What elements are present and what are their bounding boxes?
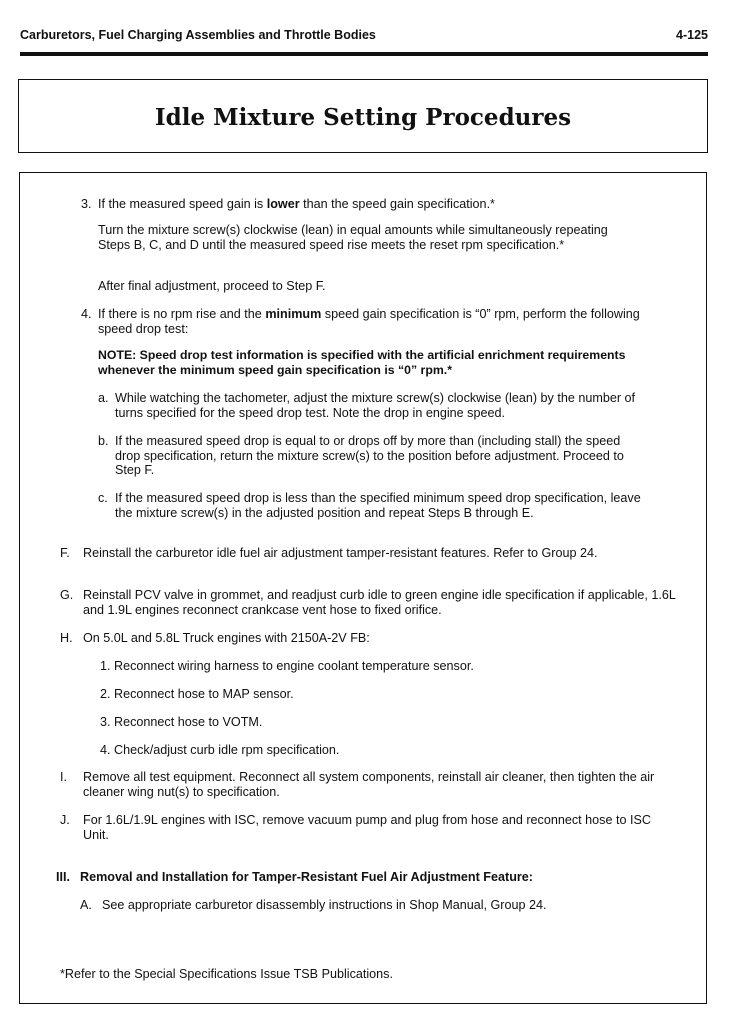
- step-h-item-1: 1. Reconnect wiring harness to engine coolant temperature sensor.: [100, 659, 474, 673]
- step-g-text: Reinstall PCV valve in grommet, and readjust curb idle to green engine idle specification if applicable, 1.6L and 1.9L engines reconnect crankcase vent hose to fixed orifice.: [83, 588, 676, 617]
- step-4-emphasis: minimum: [265, 307, 322, 321]
- step-4a-label: a.: [98, 391, 109, 405]
- page-title: Idle Mixture Setting Procedures: [154, 104, 572, 131]
- step-4-number: 4.: [81, 307, 92, 321]
- section-iii-label: III.: [56, 870, 70, 884]
- step-h-item-4: 4. Check/adjust curb idle rpm specification.: [100, 743, 340, 757]
- step-i-text: Remove all test equipment. Reconnect all system components, reinstall air cleaner, then tighten the air cleaner wing nut(s) to specification.: [83, 770, 655, 799]
- section-iii-heading: Removal and Installation for Tamper-Resistant Fuel Air Adjustment Feature:: [80, 870, 533, 884]
- step-4-text-post: speed gain specification is “0” rpm, perform the following speed drop test:: [98, 307, 640, 336]
- step-3-text-post: than the speed gain specification.*: [299, 197, 495, 211]
- step-3-text-pre: If the measured speed gain is: [98, 197, 267, 211]
- section-iii-item-a-label: A.: [80, 898, 92, 912]
- step-4b-label: b.: [98, 434, 109, 448]
- step-i-label: I.: [60, 770, 67, 784]
- step-4c-text: If the measured speed drop is less than the specified minimum speed drop specification, leave the mixture screw(s) in the adjusted position and repeat Steps B through E.: [115, 491, 641, 520]
- step-g-label: G.: [60, 588, 74, 602]
- running-header: [20, 26, 708, 56]
- step-3-paragraph-1: Turn the mixture screw(s) clockwise (lean) in equal amounts while simultaneously repeating Steps B, C, and D until the measured speed rise meets the reset rpm specification.*: [98, 223, 608, 252]
- content-box: [19, 172, 707, 1004]
- step-4a-text: While watching the tachometer, adjust the mixture screw(s) clockwise (lean) by the number of turns specified for the speed drop test. Note the drop in engine speed.: [115, 391, 636, 420]
- step-f-label: F.: [60, 546, 70, 560]
- step-3-emphasis: lower: [266, 197, 300, 211]
- step-h-text: On 5.0L and 5.8L Truck engines with 2150A-2V FB:: [83, 631, 370, 645]
- footnote: *Refer to the Special Specifications Issue TSB Publications.: [60, 967, 393, 981]
- step-h-item-3: 3. Reconnect hose to VOTM.: [100, 715, 263, 729]
- step-j-text: For 1.6L/1.9L engines with ISC, remove vacuum pump and plug from hose and reconnect hose to ISC Unit.: [83, 813, 651, 842]
- step-4-text: [98, 307, 663, 336]
- step-f-text: Reinstall the carburetor idle fuel air adjustment tamper-resistant features. Refer to Group 24.: [83, 546, 598, 560]
- step-3-number: 3.: [81, 197, 92, 211]
- step-4c-label: c.: [98, 491, 108, 505]
- section-iii-item-a-text: See appropriate carburetor disassembly instructions in Shop Manual, Group 24.: [102, 898, 547, 912]
- title-box: [18, 79, 708, 153]
- speed-drop-note: NOTE: Speed drop test information is specified with the artificial enrichment requirements whenever the minimum speed gain specification is “0” rpm.*: [98, 348, 626, 377]
- step-3-text: [98, 197, 678, 212]
- step-4-text-pre: If there is no rpm rise and the: [98, 307, 266, 321]
- section-title: Carburetors, Fuel Charging Assemblies and Throttle Bodies: [20, 28, 376, 42]
- page-number: 4-125: [676, 28, 708, 42]
- step-3-paragraph-2: After final adjustment, proceed to Step F.: [98, 279, 326, 293]
- step-h-label: H.: [60, 631, 73, 645]
- step-j-label: J.: [60, 813, 70, 827]
- step-4b-text: If the measured speed drop is equal to or drops off by more than (including stall) the speed drop specification, return the mixture screw(s) to the position before adjustment. Proceed to Step F.: [115, 434, 624, 477]
- step-h-item-2: 2. Reconnect hose to MAP sensor.: [100, 687, 294, 701]
